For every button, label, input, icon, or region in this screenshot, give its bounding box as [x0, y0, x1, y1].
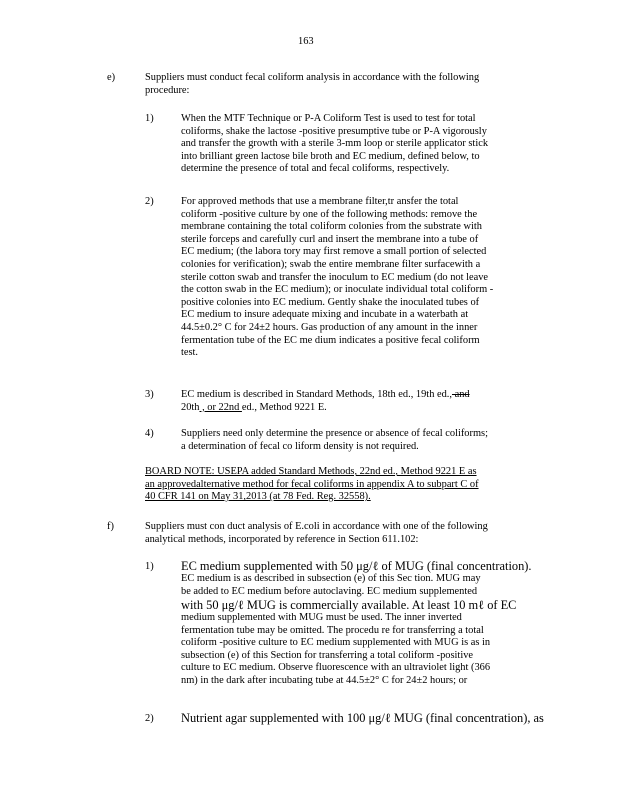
- text-line: EC medium is as described in subsection (e) of this Sec tion. MUG may: [181, 573, 481, 585]
- text-line: 44.5±0.2° C for 24±2 hours. Gas production of any amount in the inner: [181, 321, 478, 333]
- item-e-marker: e): [107, 72, 116, 83]
- text-line: sterile forceps and carefully curl and insert the membrane into a tube of: [181, 233, 479, 245]
- text-line: fermentation tube may be omitted. The procedu re for transferring a total: [181, 624, 484, 636]
- text-line: be added to EC medium before autoclaving. EC medium supplemented: [181, 586, 478, 597]
- text-segment: EC medium is described in Standard Methods, 18th ed., 19th ed.,: [181, 389, 452, 400]
- item-f2-text: [181, 712, 544, 725]
- struck-text: and: [451, 389, 470, 400]
- text-line: and transfer the growth with a sterile 3-mm loop or sterile applicator stick: [181, 138, 489, 150]
- text-line: analytical methods, incorporated by reference in Section 611.102:: [145, 533, 419, 545]
- item-f-text: [145, 521, 488, 546]
- item-f1-heading: EC medium supplemented with 50 μg/ℓ of MUG (final concentration).: [181, 559, 532, 573]
- item-e1-marker: 1): [145, 113, 154, 124]
- text-line: coliform -positive culture by one of the following methods: remove the: [181, 208, 478, 220]
- text-line: coliforms, shake the lactose -positive presumptive tube or P-A vigorously: [181, 125, 487, 137]
- text-line: Suppliers must conduct fecal coliform analysis in accordance with the following: [145, 72, 480, 83]
- text-line: subsection (e) of this Section for transferring a total coliform -positive: [181, 649, 474, 661]
- item-f1-text: [181, 560, 532, 688]
- item-f2-heading: Nutrient agar supplemented with 100 μg/ℓ MUG (final concentration), as: [181, 711, 544, 725]
- item-e3-text: [181, 389, 470, 414]
- text-line: nm) in the dark after incubating tube at 44.5±2° C for 24±2 hours; or: [181, 674, 468, 686]
- text-line: [181, 402, 470, 415]
- item-e2-text: [181, 196, 493, 360]
- text-line: with 50 μg/ℓ MUG is commercially available. At least 10 mℓ of EC: [181, 597, 517, 612]
- item-e3-marker: 3): [145, 389, 154, 400]
- text-line: sterile cotton swab and transfer the inoculum to EC medium (do not leave: [181, 271, 489, 283]
- item-e2-marker: 2): [145, 196, 154, 207]
- text-line: membrane containing the total coliform colonies from the substrate with: [181, 221, 482, 233]
- page-number: 163: [298, 36, 314, 47]
- text-segment: 20th: [181, 401, 200, 413]
- text-line: the cotton swab in the EC medium); or inoculate individual total coliform -: [181, 284, 494, 296]
- board-note: [145, 466, 479, 504]
- text-line: Suppliers must con duct analysis of E.coli in accordance with one of the following: [145, 521, 488, 532]
- text-line: EC medium; (the labora tory may first remove a small portion of selected: [181, 246, 487, 258]
- text-line: culture to EC medium. Observe fluorescence with an ultraviolet light (366: [181, 662, 491, 674]
- text-line: positive colonies into EC medium. Gently shake the inoculated tubes of: [181, 296, 480, 308]
- text-line: For approved methods that use a membrane filter,tr ansfer the total: [181, 196, 459, 207]
- text-line: coliform -positive culture to EC medium supplemented with MUG is as in: [181, 637, 491, 649]
- inserted-text: , or 22nd: [199, 401, 242, 413]
- text-segment: ed., Method 9221 E.: [241, 401, 327, 413]
- item-f1-marker: 1): [145, 561, 154, 572]
- item-e4-text: [181, 428, 488, 453]
- text-line: procedure:: [145, 84, 190, 96]
- text-line: When the MTF Technique or P-A Coliform Test is used to test for total: [181, 113, 476, 124]
- text-line: test.: [181, 347, 199, 359]
- item-e1-text: [181, 113, 488, 176]
- text-line: colonies for verification); swab the entire membrane filter surfacewith a: [181, 258, 481, 270]
- text-line: fermentation tube of the EC me dium indicates a positive fecal coliform: [181, 334, 480, 346]
- text-line: determine the presence of total and fecal coliforms, respectively.: [181, 163, 450, 175]
- board-note-line: an approvedalternative method for fecal coliforms in appendix A to subpart C of: [145, 478, 479, 490]
- text-line: into brilliant green lactose bile broth and EC medium, defined below, to: [181, 150, 480, 162]
- text-line: Suppliers need only determine the presence or absence of fecal coliforms;: [181, 428, 488, 439]
- text-line: a determination of fecal co liform density is not required.: [181, 440, 419, 452]
- text-line: medium supplemented with MUG must be used. The inner inverted: [181, 612, 462, 623]
- item-f-marker: f): [107, 521, 114, 532]
- item-e-text: [145, 72, 479, 97]
- text-line: EC medium to insure adequate mixing and incubate in a waterbath at: [181, 309, 469, 321]
- item-f2-marker: 2): [145, 713, 154, 724]
- text-line: [181, 389, 470, 402]
- item-e4-marker: 4): [145, 428, 154, 439]
- board-note-line: 40 CFR 141 on May 31,2013 (at 78 Fed. Reg. 32558).: [145, 491, 371, 503]
- board-note-line: BOARD NOTE: USEPA added Standard Methods, 22nd ed., Method 9221 E as: [145, 466, 477, 477]
